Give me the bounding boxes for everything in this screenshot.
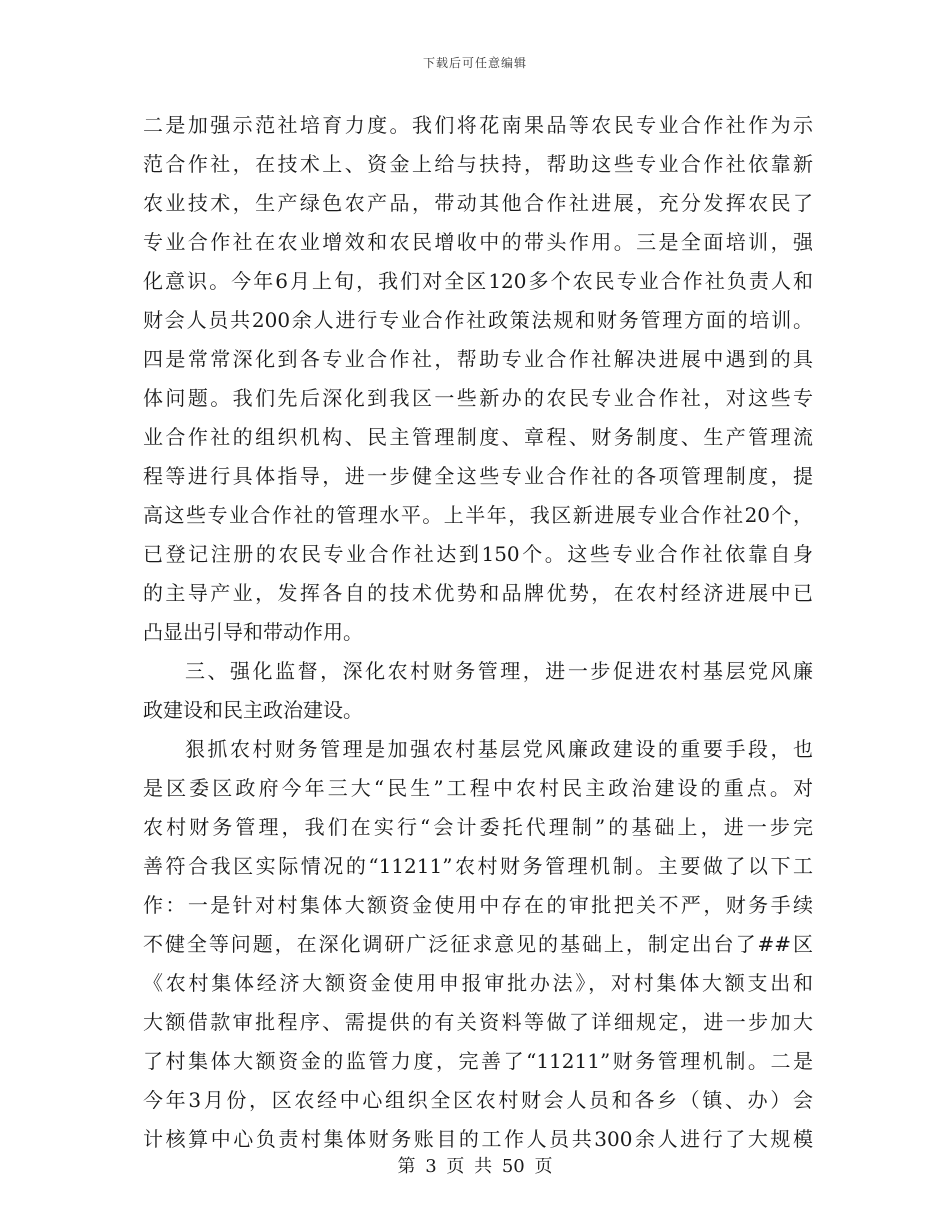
body-text-line: 化意识。今年6月上旬，我们对全区120多个农民专业合作社负责人和 xyxy=(143,269,813,293)
body-text-line: 善符合我区实际情况的“11211”农村财务管理机制。主要做了以下工 xyxy=(143,854,813,878)
body-text-line: 狠抓农村财务管理是加强农村基层党风廉政建设的重要手段，也 xyxy=(185,737,813,761)
body-text-line: 范合作社，在技术上、资金上给与扶持，帮助这些专业合作社依靠新 xyxy=(143,152,813,176)
body-text-line: 体问题。我们先后深化到我区一些新办的农民专业合作社，对这些专 xyxy=(143,386,813,410)
page-header-note: 下载后可任意编辑 xyxy=(422,56,527,70)
body-text-line: 今年3月份，区农经中心组织全区农村财会人员和各乡（镇、办）会 xyxy=(143,1088,813,1112)
body-text-line: 是区委区政府今年三大“民生”工程中农村民主政治建设的重点。对 xyxy=(143,776,813,800)
body-text-line: 大额借款审批程序、需提供的有关资料等做了详细规定，进一步加大 xyxy=(143,1010,813,1034)
body-text-line: 财会人员共200余人进行专业合作社政策法规和财务管理方面的培训。 xyxy=(143,308,813,332)
body-text-line: 已登记注册的农民专业合作社达到150个。这些专业合作社依靠自身 xyxy=(143,542,813,566)
body-text-line: 专业合作社在农业增效和农民增收中的带头作用。三是全面培训，强 xyxy=(143,230,813,254)
body-text-line: 程等进行具体指导，进一步健全这些专业合作社的各项管理制度，提 xyxy=(143,464,813,488)
page-number: 第 3 页 共 50 页 xyxy=(397,1156,553,1177)
body-text-line: 二是加强示范社培育力度。我们将花南果品等农民专业合作社作为示 xyxy=(143,113,813,137)
document-body xyxy=(143,106,813,1159)
body-text-line: 三、强化监督，深化农村财务管理，进一步促进农村基层党风廉 xyxy=(185,659,813,683)
body-text-line: 业合作社的组织机构、民主管理制度、章程、财务制度、生产管理流 xyxy=(143,425,813,449)
body-text-line: 凸显出引导和带动作用。 xyxy=(143,620,363,644)
body-text-line: 《农村集体经济大额资金使用申报审批办法》，对村集体大额支出和 xyxy=(143,971,813,995)
body-text-line: 农村财务管理，我们在实行“会计委托代理制”的基础上，进一步完 xyxy=(143,815,813,839)
body-text-line: 农业技术，生产绿色农产品，带动其他合作社进展，充分发挥农民了 xyxy=(143,191,813,215)
body-text-line: 政建设和民主政治建设。 xyxy=(143,698,363,722)
body-text-line: 不健全等问题，在深化调研广泛征求意见的基础上，制定出台了##区 xyxy=(143,932,813,956)
body-text-line: 的主导产业，发挥各自的技术优势和品牌优势，在农村经济进展中已 xyxy=(143,581,813,605)
body-text-line: 作：一是针对村集体大额资金使用中存在的审批把关不严，财务手续 xyxy=(143,893,813,917)
body-text-line: 了村集体大额资金的监管力度，完善了“11211”财务管理机制。二是 xyxy=(143,1049,813,1073)
body-text-line: 计核算中心负责村集体财务账目的工作人员共300余人进行了大规模 xyxy=(143,1127,813,1151)
body-text-line: 四是常常深化到各专业合作社，帮助专业合作社解决进展中遇到的具 xyxy=(143,347,813,371)
body-text-line: 高这些专业合作社的管理水平。上半年，我区新进展专业合作社20个， xyxy=(143,503,813,527)
